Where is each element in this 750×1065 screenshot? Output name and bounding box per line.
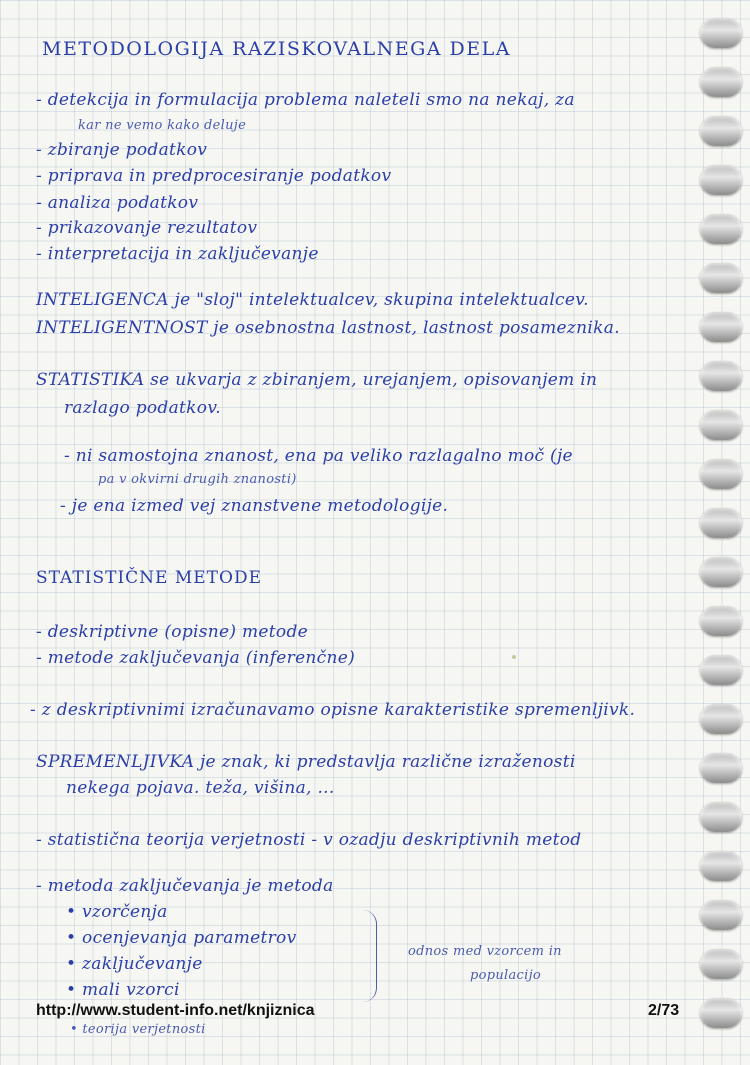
spiral-ring — [700, 851, 742, 881]
spiral-ring — [700, 67, 742, 97]
spiral-ring — [700, 900, 742, 930]
sublist-item: • zaključevanje — [66, 954, 203, 974]
page-number: 2/73 — [648, 1002, 680, 1019]
spiral-ring — [700, 410, 742, 440]
spiral-ring — [700, 998, 742, 1028]
spiral-binding — [680, 0, 750, 1065]
step-line: - prikazovanje rezultatov — [36, 218, 258, 238]
statistika-line: pa v okvirni drugih znanosti) — [98, 472, 297, 487]
curly-brace — [362, 910, 377, 1002]
ink-dot — [512, 655, 516, 659]
spiral-ring — [700, 165, 742, 195]
method-line: - metode zaključevanja (inferenčne) — [36, 648, 356, 668]
spiral-ring — [700, 802, 742, 832]
spiral-ring — [700, 704, 742, 734]
method-line: SPREMENLJIVKA je znak, ki predstavlja različne izraženosti — [36, 752, 576, 772]
page-title: METODOLOGIJA RAZISKOVALNEGA DELA — [42, 38, 511, 60]
sublist-item: • vzorčenja — [66, 902, 168, 922]
method-line: nekega pojava. teža, višina, ... — [66, 778, 335, 798]
footer-url-link[interactable]: http://www.student-info.net/knjiznica — [36, 1002, 315, 1019]
step-line: - zbiranje podatkov — [36, 140, 208, 160]
spiral-ring — [700, 606, 742, 636]
method-line: - statistična teorija verjetnosti - v ozadju deskriptivnih metod — [36, 830, 582, 850]
spiral-ring — [700, 508, 742, 538]
statistika-line: - ni samostojna znanost, ena pa veliko razlagalno moč (je — [64, 446, 573, 466]
section-heading: STATISTIČNE METODE — [36, 568, 262, 588]
definition-line: INTELIGENCA je "sloj" intelektualcev, skupina intelektualcev. — [36, 290, 589, 310]
brace-note: odnos med vzorcem in — [408, 944, 562, 959]
method-line: - metoda zaključevanja je metoda — [36, 876, 334, 896]
step-line: - priprava in predprocesiranje podatkov — [36, 166, 392, 186]
sublist-item: • ocenjevanja parametrov — [66, 928, 297, 948]
sublist-item: • mali vzorci — [66, 980, 180, 1000]
step-line: kar ne vemo kako deluje — [78, 118, 247, 133]
statistika-line: razlago podatkov. — [64, 398, 221, 418]
step-line: - analiza podatkov — [36, 193, 199, 213]
method-line: - deskriptivne (opisne) metode — [36, 622, 308, 642]
spiral-ring — [700, 214, 742, 244]
statistika-line: STATISTIKA se ukvarja z zbiranjem, urejanjem, opisovanjem in — [36, 370, 598, 390]
brace-note: populacijo — [470, 968, 542, 983]
step-line: - detekcija in formulacija problema naleteli smo na nekaj, za — [36, 90, 575, 110]
spiral-ring — [700, 18, 742, 48]
spiral-ring — [700, 361, 742, 391]
spiral-ring — [700, 557, 742, 587]
spiral-ring — [700, 312, 742, 342]
spiral-ring — [700, 263, 742, 293]
step-line: - interpretacija in zaključevanje — [36, 244, 319, 264]
spiral-ring — [700, 116, 742, 146]
statistika-line: - je ena izmed vej znanstvene metodologije. — [60, 496, 449, 516]
spiral-ring — [700, 949, 742, 979]
spiral-ring — [700, 655, 742, 685]
spiral-ring — [700, 459, 742, 489]
definition-line: INTELIGENTNOST je osebnostna lastnost, lastnost posameznika. — [36, 318, 620, 338]
spiral-ring — [700, 753, 742, 783]
sublist-item: • teorija verjetnosti — [70, 1022, 206, 1037]
method-line: - z deskriptivnimi izračunavamo opisne karakteristike spremenljivk. — [30, 700, 636, 720]
